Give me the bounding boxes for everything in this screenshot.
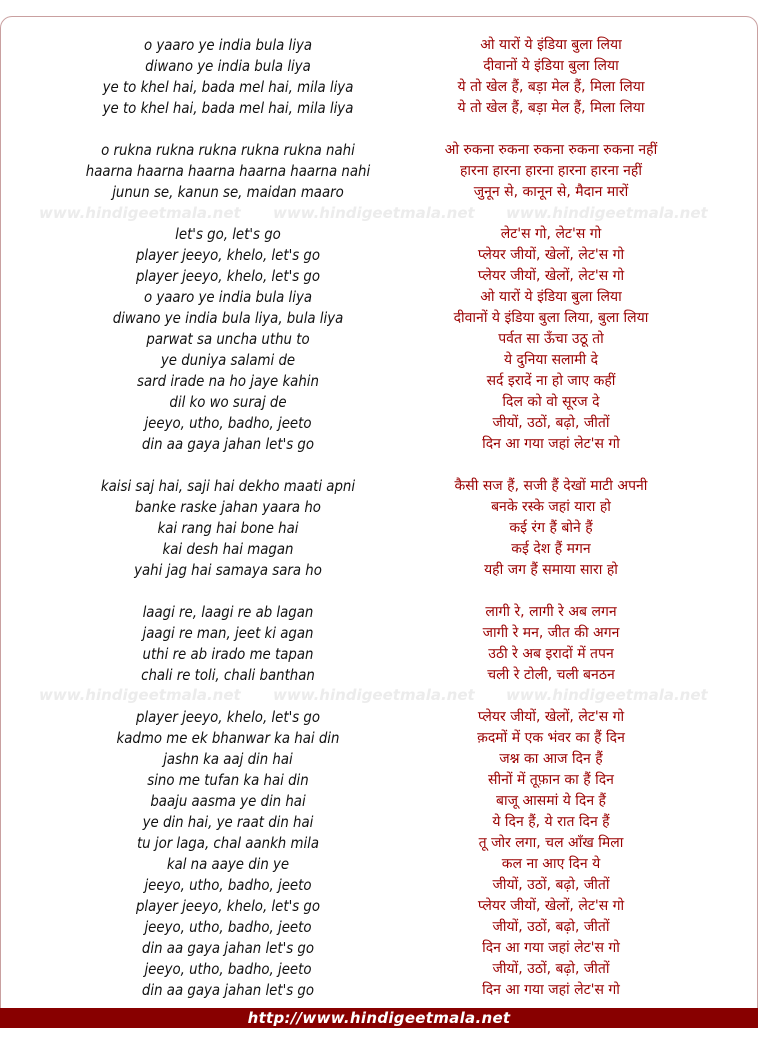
english-lyric-line: laagi re, laagi re ab lagan	[142, 603, 314, 621]
hindi-lyric-line: जीयों, उठों, बढ़ो, जीतों	[492, 877, 610, 893]
hindi-lyric-line: कल ना आए दिन ये	[501, 856, 601, 872]
english-lyric-line: jashn ka aaj din hai	[163, 750, 293, 768]
hindi-lyric-line: लेट'स गो, लेट'स गो	[500, 226, 602, 242]
hindi-lyric-line: सीनों में तूफ़ान का हैं दिन	[488, 772, 614, 788]
hindi-lyric-line: बनके रस्के जहां यारा हो	[491, 499, 611, 515]
hindi-lyric-line: ओ रुकना रुकना रुकना रुकना रुकना नहीं	[444, 142, 658, 158]
footer-bar	[0, 1008, 758, 1028]
english-lyric-line: kal na aaye din ye	[166, 855, 290, 873]
watermark: www.hindigeetmala.net	[273, 686, 475, 704]
hindi-lyric-line: प्लेयर जीयों, खेलों, लेट'स गो	[477, 709, 625, 725]
site-url-link[interactable]: http://www.hindigeetmala.net	[247, 1009, 511, 1027]
english-lyric-line: kai desh hai magan	[162, 540, 294, 558]
stanza-gap	[78, 455, 379, 476]
english-lyric-line: ye duniya salami de	[160, 351, 296, 369]
watermark: www.hindigeetmala.net	[506, 204, 708, 222]
english-lyric-line: jeeyo, utho, badho, jeeto	[144, 876, 312, 894]
english-lyric-line: uthi re ab irado me tapan	[142, 645, 314, 663]
hindi-lyric-line: हारना हारना हारना हारना हारना नहीं	[460, 163, 642, 179]
stanza-gap	[78, 119, 379, 140]
hindi-lyric-line: जीयों, उठों, बढ़ो, जीतों	[492, 961, 610, 977]
hindi-lyric-line: प्लेयर जीयों, खेलों, लेट'स गो	[477, 247, 625, 263]
english-lyric-line: jeeyo, utho, badho, jeeto	[144, 918, 312, 936]
hindi-lyric-line: दिन आ गया जहां लेट'स गो	[482, 436, 620, 452]
watermark: www.hindigeetmala.net	[273, 204, 475, 222]
english-lyric-line: player jeeyo, khelo, let's go	[135, 708, 321, 726]
english-lyrics-column	[53, 35, 403, 1001]
hindi-lyric-line: प्लेयर जीयों, खेलों, लेट'स गो	[477, 268, 625, 284]
hindi-lyric-line: यही जग हैं समाया सारा हो	[484, 562, 618, 578]
hindi-lyric-line: क़दमों में एक भंवर का हैं दिन	[477, 730, 625, 746]
stanza-gap	[401, 581, 701, 602]
english-lyric-line: baaju aasma ye din hai	[150, 792, 306, 810]
hindi-lyric-line: ये दिन हैं, ये रात दिन हैं	[492, 814, 610, 830]
hindi-lyric-line: दिन आ गया जहां लेट'स गो	[482, 940, 620, 956]
english-lyric-line: sard irade na ho jaye kahin	[137, 372, 319, 390]
english-lyric-line: tu jor laga, chal aankh mila	[136, 834, 320, 852]
english-lyric-line: chali re toli, chali banthan	[141, 666, 315, 684]
hindi-lyric-line: दीवानों ये इंडिया बुला लिया	[483, 58, 619, 74]
english-lyric-line: ye to khel hai, bada mel hai, mila liya	[102, 99, 354, 117]
watermark: www.hindigeetmala.net	[39, 686, 241, 704]
english-lyric-line: player jeeyo, khelo, let's go	[135, 246, 321, 264]
english-lyric-line: kai rang hai bone hai	[157, 519, 299, 537]
hindi-lyric-line: उठी रे अब इरादों में तपन	[488, 646, 614, 662]
english-lyric-line: ye din hai, ye raat din hai	[142, 813, 314, 831]
english-lyric-line: jeeyo, utho, badho, jeeto	[144, 960, 312, 978]
hindi-lyric-line: जीयों, उठों, बढ़ो, जीतों	[492, 415, 610, 431]
english-lyric-line: diwano ye india bula liya	[145, 57, 311, 75]
hindi-lyric-line: जुनून से, कानून से, मैदान मारों	[473, 184, 629, 200]
stanza-gap	[401, 203, 701, 224]
hindi-lyric-line: जीयों, उठों, बढ़ो, जीतों	[492, 919, 610, 935]
watermark: www.hindigeetmala.net	[506, 686, 708, 704]
hindi-lyric-line: पर्वत सा ऊँचा उठू तो	[498, 331, 604, 347]
english-lyric-line: haarna haarna haarna haarna haarna nahi	[85, 162, 371, 180]
hindi-lyric-line: दिल को वो सूरज दे	[502, 394, 600, 410]
stanza-gap	[78, 581, 379, 602]
english-lyric-line: ye to khel hai, bada mel hai, mila liya	[102, 78, 354, 96]
english-lyric-line: din aa gaya jahan let's go	[141, 939, 315, 957]
english-lyric-line: kaisi saj hai, saji hai dekho maati apni	[100, 477, 356, 495]
hindi-lyric-line: सर्द इरादें ना हो जाए कहीं	[486, 373, 616, 389]
english-lyric-line: let's go, let's go	[175, 225, 281, 243]
english-lyric-line: o yaaro ye india bula liya	[143, 36, 313, 54]
stanza-gap	[401, 119, 701, 140]
english-lyric-line: player jeeyo, khelo, let's go	[135, 267, 321, 285]
lyrics-card	[0, 16, 758, 1028]
hindi-lyric-line: कई देश हैं मगन	[511, 541, 591, 557]
hindi-lyric-line: ये दुनिया सलामी दे	[503, 352, 599, 368]
stanza-gap	[401, 455, 701, 476]
hindi-lyric-line: ओ यारों ये इंडिया बुला लिया	[480, 37, 622, 53]
english-lyric-line: dil ko wo suraj de	[169, 393, 287, 411]
hindi-lyric-line: बाजू आसमां ये दिन हैं	[496, 793, 606, 809]
hindi-lyric-line: दिन आ गया जहां लेट'स गो	[482, 982, 620, 998]
english-lyric-line: jaagi re man, jeet ki agan	[142, 624, 314, 642]
hindi-lyric-line: कई रंग हैं बोने हैं	[509, 520, 593, 536]
english-lyric-line: jeeyo, utho, badho, jeeto	[144, 414, 312, 432]
english-lyric-line: parwat sa uncha uthu to	[146, 330, 310, 348]
hindi-lyrics-column	[401, 35, 701, 1001]
english-lyric-line: diwano ye india bula liya, bula liya	[112, 309, 344, 327]
english-lyric-line: din aa gaya jahan let's go	[141, 435, 315, 453]
hindi-lyric-line: ये तो खेल हैं, बड़ा मेल हैं, मिला लिया	[457, 100, 645, 116]
english-lyric-line: junun se, kanun se, maidan maaro	[112, 183, 344, 201]
english-lyric-line: player jeeyo, khelo, let's go	[135, 897, 321, 915]
hindi-lyric-line: ओ यारों ये इंडिया बुला लिया	[480, 289, 622, 305]
english-lyric-line: din aa gaya jahan let's go	[141, 981, 315, 999]
english-lyric-line: kadmo me ek bhanwar ka hai din	[116, 729, 340, 747]
stanza-gap	[401, 686, 701, 707]
english-lyric-line: o yaaro ye india bula liya	[143, 288, 313, 306]
hindi-lyric-line: प्लेयर जीयों, खेलों, लेट'स गो	[477, 898, 625, 914]
hindi-lyric-line: कैसी सज हैं, सजी हैं देखों माटी अपनी	[454, 478, 648, 494]
watermark: www.hindigeetmala.net	[39, 204, 241, 222]
stanza-gap	[78, 686, 379, 707]
english-lyric-line: yahi jag hai samaya sara ho	[134, 561, 322, 579]
hindi-lyric-line: लागी रे, लागी रे अब लगन	[485, 604, 617, 620]
english-lyric-line: sino me tufan ka hai din	[147, 771, 309, 789]
english-lyric-line: o rukna rukna rukna rukna rukna nahi	[101, 141, 355, 159]
hindi-lyric-line: जश्न का आज दिन हैं	[499, 751, 603, 767]
stanza-gap	[78, 203, 379, 224]
hindi-lyric-line: चली रे टोली, चली बनठन	[487, 667, 615, 683]
hindi-lyric-line: तू जोर लगा, चल आँख मिला	[478, 835, 624, 851]
hindi-lyric-line: जागी रे मन, जीत की अगन	[482, 625, 620, 641]
english-lyric-line: banke raske jahan yaara ho	[135, 498, 321, 516]
hindi-lyric-line: दीवानों ये इंडिया बुला लिया, बुला लिया	[453, 310, 649, 326]
hindi-lyric-line: ये तो खेल हैं, बड़ा मेल हैं, मिला लिया	[457, 79, 645, 95]
